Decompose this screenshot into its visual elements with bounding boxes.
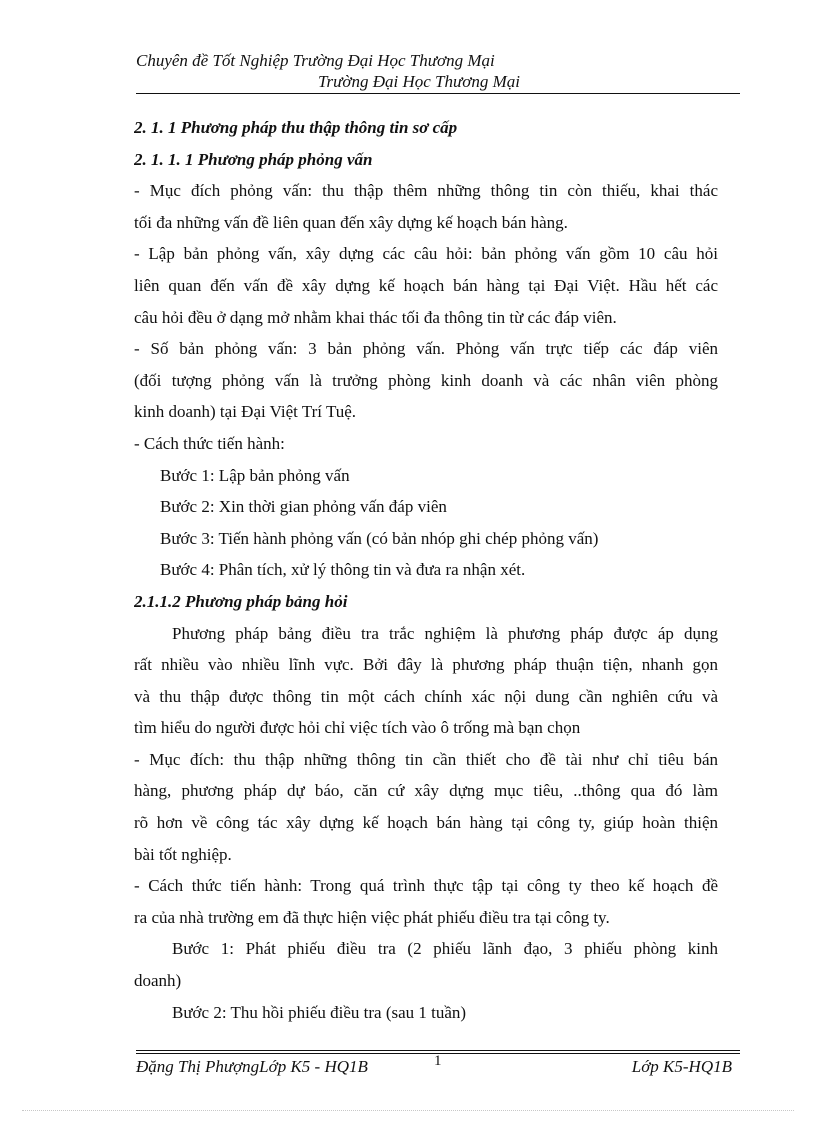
page-bottom-dotted-line (22, 1110, 794, 1111)
questionnaire-step: Bước 1: Phát phiếu điều tra (2 phiếu lãnh đạo, 3 phiếu phòng kinh (172, 939, 718, 959)
paragraph-line: - Số bản phỏng vấn: 3 bản phỏng vấn. Phỏng vấn trực tiếp các đáp viên (134, 339, 718, 359)
paragraph-line: Phương pháp bảng điều tra trắc nghiệm là phương pháp được áp dụng (172, 623, 718, 643)
questionnaire-step: Bước 2: Thu hồi phiếu điều tra (sau 1 tuần) (172, 1002, 467, 1022)
paragraph-line: câu hỏi đều ở dạng mở nhằm khai thác tối đa thông tin từ các đáp viên. (134, 307, 617, 327)
interview-step: Bước 4: Phân tích, xử lý thông tin và đưa ra nhận xét. (160, 560, 526, 580)
paragraph-line: rất nhiều vào nhiều lĩnh vực. Bởi đây là phương pháp thuận tiện, nhanh gọn (134, 655, 718, 675)
header-line-2: Trường Đại Học Thương Mại (318, 72, 520, 91)
interview-step: Bước 2: Xin thời gian phỏng vấn đáp viên (160, 497, 447, 517)
footer-rule (136, 1050, 740, 1051)
paragraph-line: - Mục đích: thu thập những thông tin cần thiết cho đề tài như chỉ tiêu bán (134, 749, 718, 769)
page-number: 1 (434, 1053, 442, 1069)
interview-step: Bước 1: Lập bản phỏng vấn (160, 465, 350, 485)
document-body (134, 112, 718, 1028)
section-heading: 2. 1. 1 Phương pháp thu thập thông tin sơ cấp (134, 118, 458, 137)
paragraph-line: (đối tượng phỏng vấn là trưởng phòng kinh doanh và các nhân viên phòng (134, 370, 718, 390)
paragraph-line: - Mục đích phỏng vấn: thu thập thêm những thông tin còn thiếu, khai thác (134, 181, 718, 201)
paragraph-line: tối đa những vấn đề liên quan đến xây dựng kế hoạch bán hàng. (134, 212, 568, 232)
header-line-1: Chuyên đề Tốt Nghiệp Trường Đại Học Thương Mại (136, 51, 495, 70)
paragraph-line: và thu thập được thông tin một cách chính xác nội dung cần nghiên cứu và (134, 686, 718, 706)
header-rule (136, 93, 740, 94)
paragraph-line: bài tốt nghiệp. (134, 844, 232, 864)
footer-class: Lớp K5-HQ1B (631, 1057, 732, 1076)
paragraph-line: - Lập bản phỏng vấn, xây dựng các câu hỏi: bản phỏng vấn gồm 10 câu hỏi (134, 244, 718, 264)
paragraph-line: ra của nhà trường em đã thực hiện việc phát phiếu điều tra tại công ty. (134, 907, 610, 927)
paragraph-line: rõ hơn về công tác xây dựng kế hoạch bán hàng tại công ty, giúp hoàn thiện (134, 813, 718, 833)
footer-author: Đặng Thị PhượngLớp K5 - HQ1B (136, 1057, 368, 1076)
paragraph-line: liên quan đến vấn đề xây dựng kế hoạch bán hàng tại Đại Việt. Hầu hết các (134, 275, 718, 295)
questionnaire-step-continued: doanh) (134, 971, 182, 991)
paragraph-line: hàng, phương pháp dự báo, căn cứ xây dựng mục tiêu, ..thông qua đó làm (134, 781, 718, 801)
interview-step: Bước 3: Tiến hành phỏng vấn (có bản nhóp ghi chép phỏng vấn) (160, 528, 599, 548)
paragraph-line: kinh doanh) tại Đại Việt Trí Tuệ. (134, 402, 357, 422)
paragraph-line: tìm hiểu do người được hỏi chỉ việc tích vào ô trống mà bạn chọn (134, 718, 581, 738)
paragraph-line: - Cách thức tiến hành: Trong quá trình thực tập tại công ty theo kế hoạch đề (134, 876, 718, 896)
subsection-heading-interview: 2. 1. 1. 1 Phương pháp phỏng vấn (134, 149, 373, 169)
paragraph-line: - Cách thức tiến hành: (134, 433, 285, 453)
subsection-heading-questionnaire: 2.1.1.2 Phương pháp bảng hỏi (134, 591, 348, 611)
page-header (136, 50, 740, 92)
